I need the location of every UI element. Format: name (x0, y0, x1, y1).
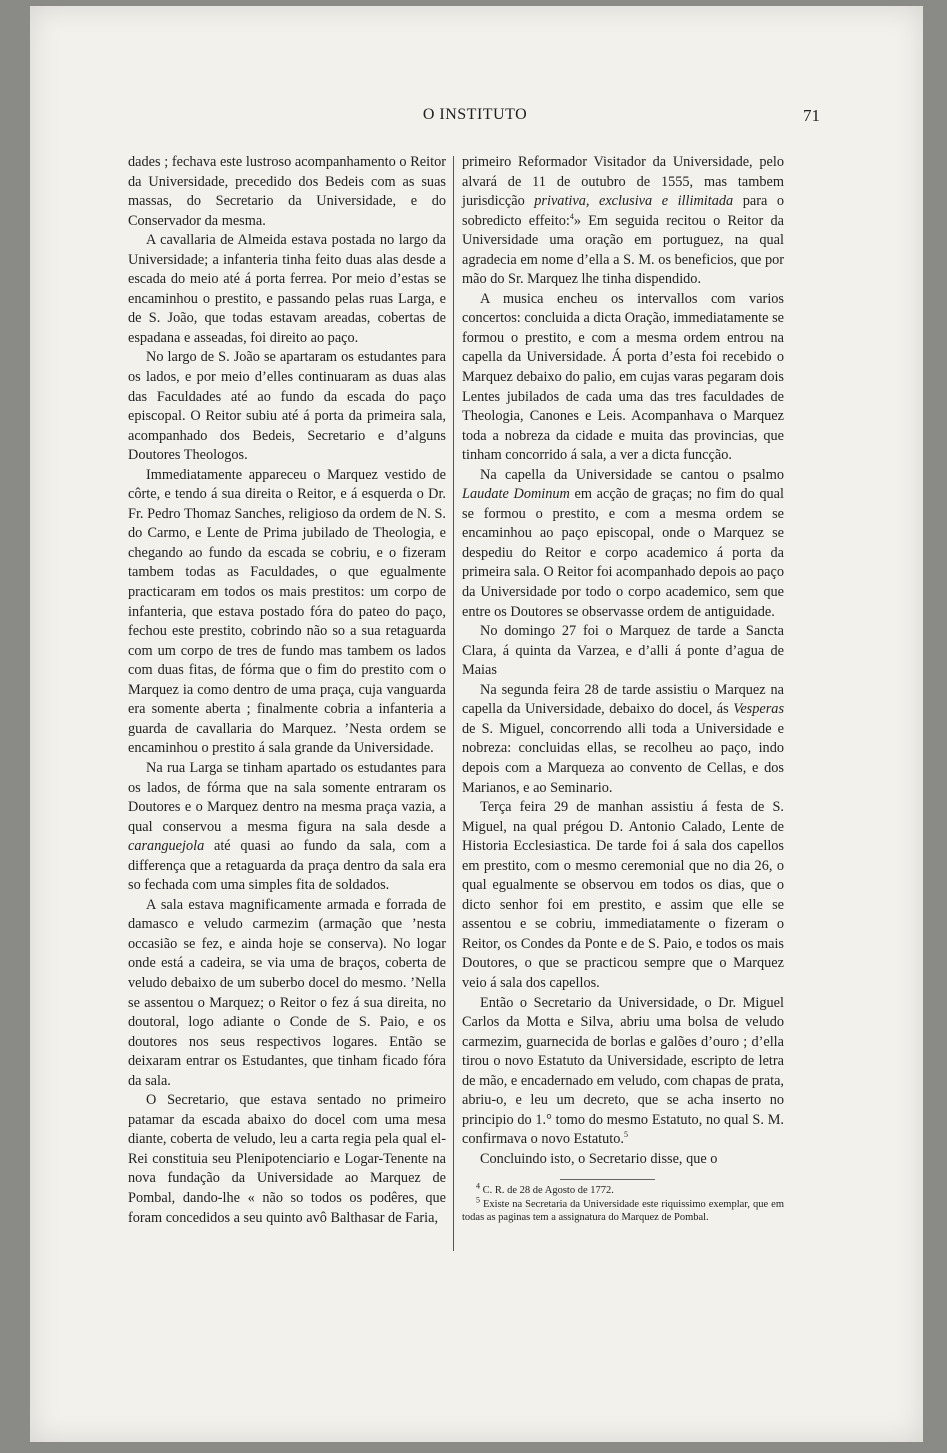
text-run: Na capella da Universidade se cantou o psalmo (480, 466, 784, 483)
text-run: Na segunda feira 28 de tarde assistiu o Marquez na capella da Universidade, debaixo do docel, ás (462, 681, 784, 718)
footnotes (462, 1181, 785, 1224)
text-run: para o sobredicto effeito: (462, 193, 784, 229)
paragraph: Concluindo isto, o Secretario disse, que o (480, 1150, 718, 1167)
paragraph: Terça feira 29 de manhan assistiu á festa de S. Miguel, na qual prégou D. Antonio Calado, Lente de Historia Ecclesiastica. De tarde foi á sala dos capellos em prestito, com o mesmo ceremonial que no dia 26, o qual egualmente se observou em todos os dias, que o dicto senhor foi em prestito, e assim que elle se assentou e se cobriu, immediatamente o fizeram o Reitor, os Condes da Ponte e de S. Paio, e todos os mais Doutores, o que se practicou sempre que o Marquez veio á sala dos capellos. (462, 799, 784, 991)
right-column (462, 153, 784, 1224)
footnote-ref: 5 (624, 1130, 628, 1140)
footnote-text: C. R. de 28 de Agosto de 1772. (482, 1185, 614, 1197)
paragraph (462, 466, 784, 622)
italic-term: privativa, exclusiva e illimitada (534, 193, 734, 210)
footnote (462, 1195, 785, 1224)
paragraph: No domingo 27 foi o Marquez de tarde a Sancta Clara, á quinta da Varzea, e d’alli á ponte d’agua de Maias (462, 623, 784, 679)
footnote-text: Existe na Secretaria da Universidade este riquissimo exemplar, que em todas as paginas tem a assignatura do Marquez de Pombal. (462, 1198, 785, 1223)
paragraph (462, 153, 784, 290)
footnote-rule (560, 1179, 655, 1180)
paragraph (462, 994, 784, 1150)
paragraph: O Secretario, que estava sentado no primeiro patamar da escada abaixo do docel com uma mesa diante, coberta de veludo, leu a carta regia pela qual el-Rei constituia seu Plenipotenciario e Logar-Tenente na nova fundação da Universidade ao Marquez de Pombal, dando-lhe « não so todos os podêres, que foram concedidos a seu quinto avô Balthasar de Faria, (128, 1092, 446, 1226)
paragraph: No largo de S. João se apartaram os estudantes para os lados, e por meio d’elles continuaram as duas alas das Faculdades até ao fundo da escada do paço episcopal. O Reitor subiu até á porta da primeira sala, acompanhado dos Bedeis, Secretario e d’alguns Doutores Theologos. (128, 349, 446, 464)
paragraph: A cavallaria de Almeida estava postada no largo da Universidade; a infanteria tinha feito duas alas desde a escada do meio até á porta ferrea. Por meio d’estas se encaminhou o prestito, e passando pelas ruas Larga, e de S. João, que todas estavam areadas, cobertas de espadana e asseadas, foi direito ao paço. (128, 232, 446, 346)
text-run: primeiro Reformador Visitador da Universidade, pelo alvará de 11 de outubro de 1555, mas tambem jurisdicção (462, 154, 784, 210)
footnote-mark: 4 (476, 1181, 480, 1191)
text-run: de S. Miguel, concorrendo alli toda a Universidade e nobreza: concluidas ellas, se recolheu ao paço, indo depois com a Marqueza ao convento de Cellas, e dos Marianos, e ao Seminario. (462, 720, 784, 796)
paragraph: Immediatamente appareceu o Marquez vestido de côrte, e tendo á sua direita o Reitor, e á esquerda o Dr. Fr. Pedro Thomaz Sanches, religioso da ordem de N. S. do Carmo, e Lente de Prima jubilado de Theologia, e chegando ao fundo da escada se cobriu, e o fizeram tambem todas as Faculdades, o que egualmente practicaram em todos os mais prestitos: um corpo de infanteria, que estava postado fóra do pateo do paço, fechou este prestito, cobrindo não so a sua retaguarda com um corpo de tres de fundo mas tambem os lados com duas fitas, de fórma que o fim do prestito com o Marquez ia como dentro de uma praça, cuja vanguarda era somente aberta ; finalmente cobria a infanteria a guarda de cavallaria do Marquez. ’Nesta ordem se encaminhou o prestito á sala grande da Universidade. (128, 466, 446, 757)
running-header (130, 106, 820, 132)
footnote-mark: 5 (476, 1195, 480, 1205)
footnote-ref: 4 (569, 211, 574, 221)
footnote (462, 1181, 784, 1197)
paragraph: A musica encheu os intervallos com varios concertos: concluida a dicta Oração, immediatamente se formou o prestito, e com a mesma ordem entrou na capella da Universidade. Á porta d’esta foi recebido o Marquez debaixo do palio, em cujas varas pegaram dois Lentes jubilados de cada uma das tres faculdades de Theologia, Canones e Leis. Acompanhava o Marquez toda a nobreza da cidade e muita das provincias, que tinham concorrido á sala, a ver a dicta funcção. (462, 290, 784, 464)
journal-title: O INSTITUTO (422, 106, 528, 123)
italic-term: caranguejola (128, 838, 205, 855)
paragraph: dades ; fechava este lustroso acompanhamento o Reitor da Universidade, precedido dos Bedeis com as suas massas, do Secretario da Universidade, e do Conservador da mesma. (128, 154, 446, 229)
left-column (128, 153, 446, 1228)
text-run: Na rua Larga se tinham apartado os estudantes para os lados, de fórma que na sala somente entraram os Doutores e o Marquez dentro na mesma praça vazia, a qual conservou a mesma figura na sala desde a (128, 759, 446, 835)
page (30, 6, 923, 1442)
paragraph (128, 759, 446, 896)
text-run: até quasi ao fundo da sala, com a differença que a retaguarda da praça dentro da sala era so fechada com uma simples fita de soldados. (128, 838, 447, 894)
paragraph (462, 681, 784, 798)
italic-term: Vesperas (733, 701, 785, 718)
italic-term: Laudate Dominum (462, 486, 570, 503)
paragraph: A sala estava magnificamente armada e forrada de damasco e veludo carmezim (armação que ’nesta occasião se fez, e ainda hoje se conserva). No logar onde está a cadeira, se via uma de braços, coberta de veludo debaixo de um suberbo docel do mesmo. ’Nella se assentou o Marquez; o Reitor o fez á sua direita, no doutoral, logo adiante o Conde de S. Paio, e os doutores nos seus respectivos logares. Então se deixaram entrar os Estudantes, que tinham ficado fóra da sala. (128, 896, 446, 1089)
column-divider (453, 156, 454, 1251)
text-run: em acção de graças; no fim do qual se formou o prestito, e com a mesma ordem se encaminhou ao paço episcopal, onde o Marquez se despediu do Reitor e corpo academico á porta da primeira sala. O Reitor foi acompanhado depois ao paço da Universidade por todo o corpo academico, sem que entre os Doutores se observasse ordem de antiguidade. (462, 486, 784, 620)
text-run: » Em seguida recitou o Reitor da Universidade uma oração em portuguez, na qual agradecia em nome d’ella a S. M. os beneficios, que por mão do Sr. Marquez lhe tinha dispendido. (462, 212, 784, 288)
text-run: Então o Secretario da Universidade, o Dr. Miguel Carlos da Motta e Silva, abriu uma bolsa de veludo carmezim, guarnecida de borlas e galões d’ouro ; d’ella tirou o novo Estatuto da Universidade, escripto de letra de mão, e encadernado em veludo, com chapas de prata, abriu-o, e leu um decreto, que se acha inserto no principio do 1.° tomo do mesmo Estatuto, no qual S. M. confirmava o novo Estatuto. (462, 994, 784, 1148)
page-number: 71 (803, 106, 820, 125)
